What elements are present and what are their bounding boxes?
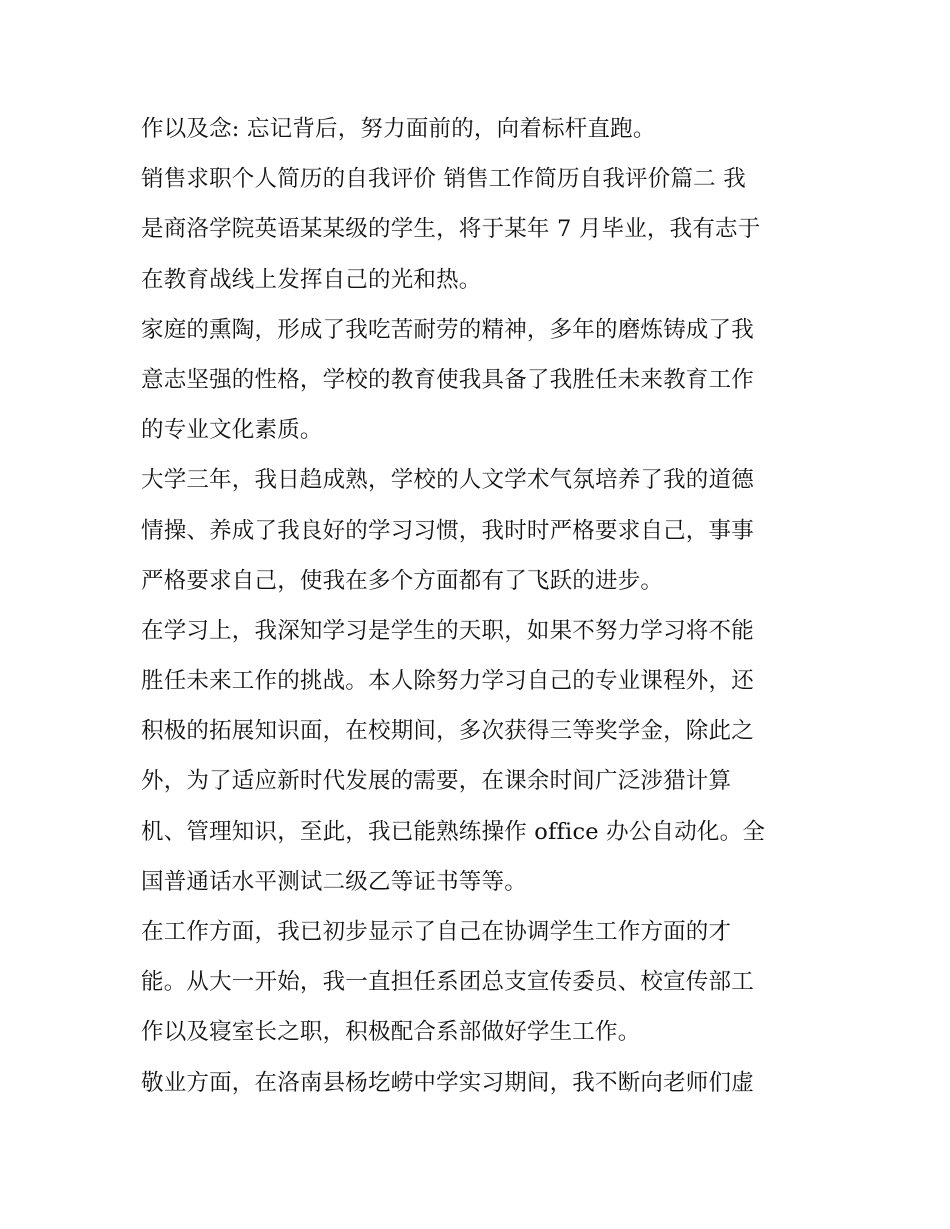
document-body [141, 104, 821, 1108]
text-line: 严格要求自己，使我在多个方面都有了飞跃的进步。 [141, 567, 664, 594]
text-line: 胜任未来工作的挑战。本人除努力学习自己的专业课程外，还 [141, 668, 754, 695]
text-line: 的专业文化素质。 [141, 417, 323, 444]
text-line: 作以及念: 忘记背后，努力面前的，向着标杆直跑。 [141, 116, 656, 142]
text-line: 在教育战线上发挥自己的光和热。 [141, 266, 482, 293]
text-line: 机、管理知识，至此，我已能熟练操作 office 办公自动化。全 [141, 818, 766, 845]
paragraph-7 [141, 1058, 821, 1108]
text-line: 作以及寝室长之职，积极配合系部做好学生工作。 [141, 1019, 641, 1046]
text-line: 大学三年，我日趋成熟，学校的人文学术气氛培养了我的道德 [141, 467, 754, 494]
text-line: 积极的拓展知识面，在校期间，多次获得三等奖学金，除此之 [141, 718, 754, 745]
text-line: 在学习上，我深知学习是学生的天职，如果不努力学习将不能 [141, 617, 754, 644]
paragraph-3 [141, 305, 821, 456]
paragraph-1 [141, 104, 821, 154]
text-line: 是商洛学院英语某某级的学生，将于某年 7 月毕业，我有志于 [141, 216, 761, 243]
text-line: 情操、养成了我良好的学习习惯，我时时严格要求自己，事事 [141, 517, 754, 544]
text-line: 国普通话水平测试二级乙等证书等等。 [141, 868, 527, 895]
text-line: 意志坚强的性格，学校的教育使我具备了我胜任未来教育工作 [141, 366, 754, 393]
text-line: 家庭的熏陶，形成了我吃苦耐劳的精神，多年的磨炼铸成了我 [141, 316, 754, 343]
text-line: 在工作方面，我已初步显示了自己在协调学生工作方面的才 [141, 919, 732, 945]
paragraph-6 [141, 907, 821, 1058]
text-line: 能。从大一开始，我一直担任系团总支宣传委员、校宣传部工 [141, 969, 754, 996]
paragraph-5 [141, 606, 821, 907]
text-line: 外，为了适应新时代发展的需要，在课余时间广泛涉猎计算 [141, 768, 732, 795]
text-line: 敬业方面，在洛南县杨圪崂中学实习期间，我不断向老师们虚 [141, 1069, 754, 1096]
paragraph-2 [141, 154, 821, 305]
text-line: 销售求职个人简历的自我评价 销售工作简历自我评价篇二 我 [141, 166, 746, 193]
paragraph-4 [141, 455, 821, 606]
